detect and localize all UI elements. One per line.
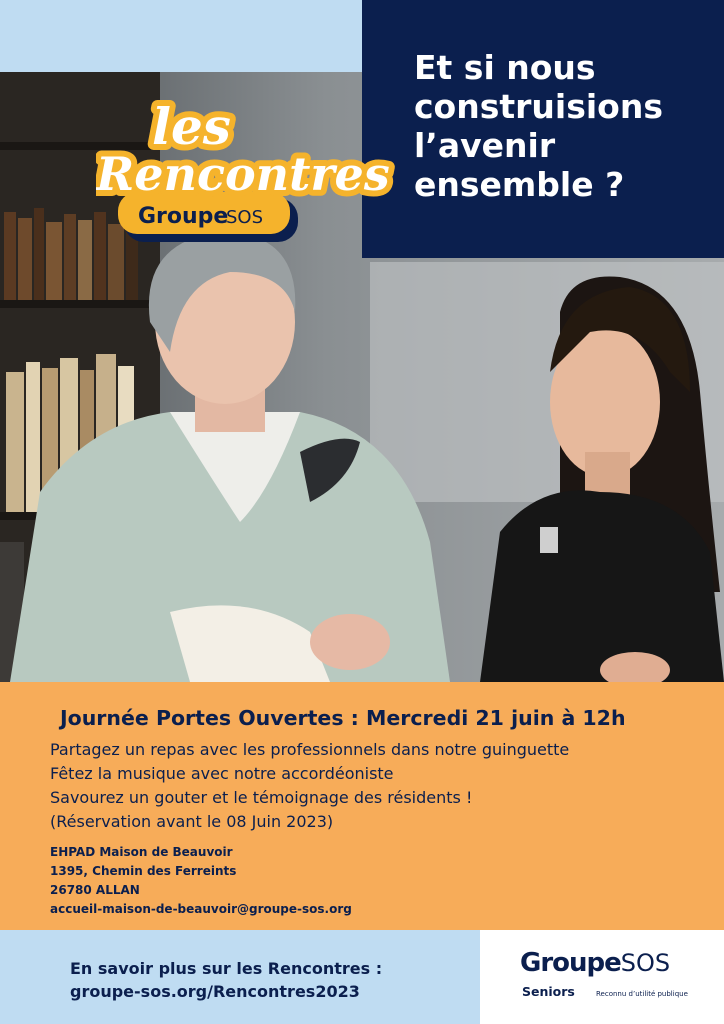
event-line: Savourez un gouter et le témoignage des résidents ! [50,788,473,807]
logo-brand-bold: Groupe [138,204,229,229]
groupe-sos-logo [520,948,670,978]
address-email[interactable]: accueil-maison-de-beauvoir@groupe-sos.org [50,902,352,916]
event-line: (Réservation avant le 08 Juin 2023) [50,812,334,831]
more-info-label: En savoir plus sur les Rencontres : [70,959,383,978]
address-name: EHPAD Maison de Beauvoir [50,845,233,859]
event-line: Partagez un repas avec les professionnels dans notre guinguette [50,740,570,759]
more-info-link[interactable]: groupe-sos.org/Rencontres2023 [70,982,360,1001]
brand-sub: Seniors [522,984,575,999]
address-street: 1395, Chemin des Ferreints [50,864,237,878]
more-info [70,957,382,1003]
headline [414,48,714,204]
headline-line: construisions [414,87,663,126]
les-rencontres-logo [96,90,396,250]
brand-bold: Groupe [520,948,621,978]
address-block [50,843,352,919]
logo-line1: les [152,97,231,156]
event-title: Journée Portes Ouvertes : Mercredi 21 juin à 12h [60,706,626,730]
brand-tagline: Reconnu d’utilité publique [596,990,688,998]
headline-line: Et si nous [414,48,596,87]
headline-line: l’avenir [414,126,556,165]
event-details [50,738,569,834]
event-line: Fêtez la musique avec notre accordéoniste [50,764,394,783]
brand-light: SOS [620,949,671,977]
address-city: 26780 ALLAN [50,883,140,897]
headline-line: ensemble ? [414,165,625,204]
logo-brand-light: SOS [226,207,264,228]
logo-line2: Rencontres [96,147,390,201]
